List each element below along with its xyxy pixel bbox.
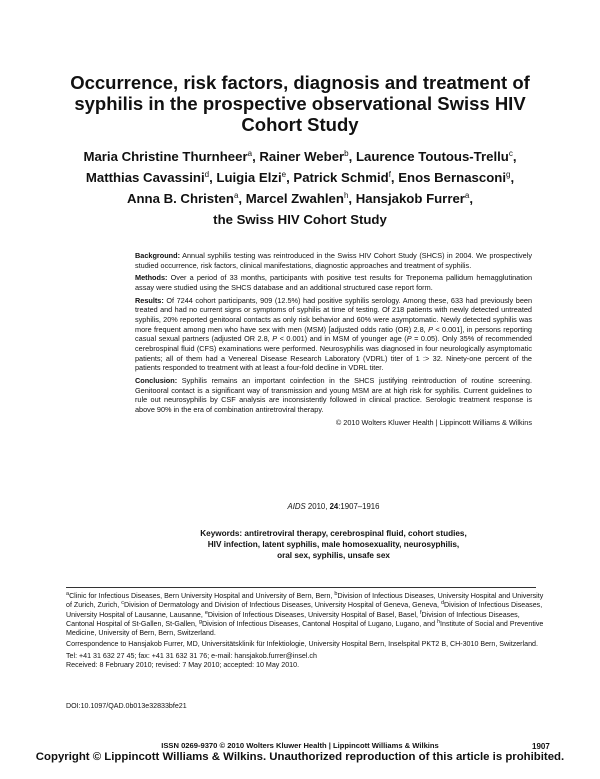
author-name: Rainer Weber [259, 149, 345, 164]
journal-citation: AIDS 2010, 24:1907–1916 [287, 502, 380, 511]
doi: DOI:10.1097/QAD.0b013e32833bfe21 [66, 702, 187, 710]
section-label: Results: [135, 295, 164, 305]
title-line: Cohort Study [241, 114, 359, 135]
author-affil-sup: g [505, 170, 511, 179]
keywords-line: oral sex, syphilis, unsafe sex [277, 551, 390, 560]
footer-issn: ISSN 0269-9370 © 2010 Wolters Kluwer Health | Lippincott Williams & Wilkins [161, 741, 439, 750]
keywords-line: Keywords: antiretroviral therapy, cerebrospinal fluid, cohort studies, [200, 529, 467, 538]
section-label: Background: [135, 251, 180, 260]
article-title [40, 72, 560, 135]
page-number: 1907 [532, 742, 550, 751]
keywords [135, 528, 532, 561]
abstract-results: Results: Of 7244 cohort participants, 909 (12.5%) had positive syphilis serology. Among these, 633 had previously been treated and had no current signs or symptoms of syphilis at time of testing. Of 218 patients with newly detected untreated syphilis, 20% reported genitooral contacts as only risk behavior and 60% were asymptomatic. Newly detected syphilis was more frequent among men who have sex with men (MSM) [adjusted odds ratio (OR) 2.8, P < 0.001], in persons reporting casual sexual partners (adjusted OR 2.8, P < 0.001) and in MSM of younger age (P = 0.05). Only 35% of recommended cerebrospinal fluid (CFS) examinations were performed. Neurosyphilis was diagnosed in four neurologically asymptomatic patients; all of them had a Venereal Disease Research Laboratory (VDRL) titer of 1 :> 32. Ninety-one percent of the patients responded to treatment with at least a four-fold decline in VDRL titer. [135, 295, 532, 373]
section-label: Methods: [135, 273, 168, 283]
title-line: syphilis in the prospective observational Swiss HIV [74, 93, 526, 114]
abstract-background: Background: Annual syphilis testing was reintroduced in the Swiss HIV Cohort Study (SHCS) in 2004. We prospectively studied occurrence, risk factors, clinical manifestations, diagnostic approaches and treatment of syphilis. [135, 251, 532, 270]
abstract-copyright: © 2010 Wolters Kluwer Health | Lippincott Williams & Wilkins [335, 417, 532, 427]
author-line: Maria Christine Thurnheer$^a$, Rainer Weber$^b$, Laurence Toutous-Trellu$^c$, [83, 149, 517, 164]
received-dates: Received: 8 February 2010; revised: 7 May 2010; accepted: 10 May 2010. [66, 661, 300, 670]
abstract-methods: Methods: Over a period of 33 months, participants with positive test results for Treponema pallidum hemagglutination assay were studied using the SHCS database and an additional structured case report form. [135, 273, 532, 292]
author-list [40, 146, 560, 230]
author-affil-sup: c [508, 149, 513, 158]
journal-name: AIDS [287, 502, 306, 511]
author-line: Anna B. Christen$^a$, Marcel Zwahlen$^h$, Hansjakob Furrer$^a$, [126, 191, 474, 206]
affiliations [66, 592, 544, 670]
author-affil-sup: a [247, 149, 253, 158]
correspondence: Correspondence to Hansjakob Furrer, MD, Universitätsklinik für Infektiologie, University Hospital Bern, Inselspital PKT2 B, CH-3010 Bern, Switzerland. [66, 640, 538, 649]
author-name: Luigia Elzi [216, 170, 282, 185]
author-line: Matthias Cavassini$^d$, Luigia Elzi$^e$, Patrick Schmid$^f$, Enos Bernasconi$^g$, [85, 170, 515, 185]
author-name: Enos Bernasconi [398, 170, 506, 185]
title-line: Occurrence, risk factors, diagnosis and treatment of [70, 72, 530, 93]
copyright-banner: Copyright © Lippincott Williams & Wilkins. Unauthorized reproduction of this article is prohibited. [35, 751, 565, 763]
author-name: Anna B. Christen [126, 191, 234, 206]
author-name: Laurence Toutous-Trellu [355, 149, 509, 164]
author-name: Hansjakob Furrer [355, 191, 465, 206]
abstract [135, 251, 532, 430]
author-affil-sup: e [281, 170, 287, 179]
author-line [40, 209, 560, 230]
author-affil-sup: b [344, 149, 349, 158]
affiliation-list: $^a$Clinic for Infectious Diseases, Bern University Hospital and University of Bern, Bern, $^b$Division of Infectious Diseases, University Hospital and University of Zurich, Zurich, $^c$Division of Dermatology and Division of Infectious Diseases, University Hospital of Geneva, Geneva, $^d$Division of Infectious Diseases, University Hospital of Lausanne, Lausanne, $^e$Division of Infectious Diseases, University Hospital of Basel, Basel, $^f$Division of Infectious Diseases, Cantonal Hospital of St-Gallen, St-Gallen, $^g$Division of Infectious Diseases, Cantonal Hospital of Lugano, Lugano, and $^h$Institute of Social and Preventive Medicine, University of Bern, Bern, Switzerland. [66, 591, 544, 638]
author-affil-sup: a [233, 191, 239, 200]
contact-info: Tel: +41 31 632 27 45; fax: +41 31 632 31 76; e-mail: hansjakob.furrer@insel.ch [66, 651, 317, 660]
author-name: Patrick Schmid [293, 170, 389, 185]
author-affil-sup: a [464, 191, 470, 200]
section-label: Conclusion: [135, 375, 178, 385]
volume: 24 [329, 502, 339, 511]
author-affil-sup: d [204, 170, 210, 179]
author-group: the Swiss HIV Cohort Study [213, 212, 387, 227]
keywords-line: HIV infection, latent syphilis, male homosexuality, neurosyphilis, [207, 540, 460, 549]
author-name: Marcel Zwahlen [245, 191, 344, 206]
author-name: Matthias Cavassini [85, 170, 205, 185]
abstract-conclusion: Conclusion: Syphilis remains an important coinfection in the SHCS justifying reintroduction of routine screening. Genitooral contact is a significant way of transmission and young MSM are at high risk for syphilis. Current guidelines to rule out neurosyphilis by CSF analysis are inconsistently followed in clinical practice. Serologic treatment response is above 90% in the era of combination antiretroviral therapy. [135, 375, 532, 414]
author-affil-sup: h [343, 191, 349, 200]
divider [66, 587, 536, 588]
pages: :1907–1916 [338, 502, 380, 511]
author-name: Maria Christine Thurnheer [83, 149, 248, 164]
author-affil-sup: f [388, 170, 391, 179]
